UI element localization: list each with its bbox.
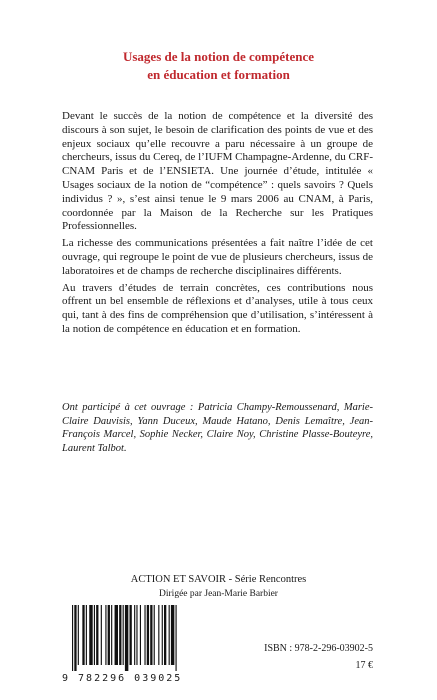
summary-paragraph-2: La richesse des communications présentées a fait naître l’idée de cet ouvrage, qui regroupe le point de vue de plusieurs chercheurs, issus de laboratoires et de champs de recherche disciplinaires différents. — [62, 237, 373, 277]
isbn-block — [264, 640, 373, 674]
series-name: ACTION ET SAVOIR - Série Rencontres — [130, 574, 307, 585]
title-line-1: Usages de la notion de compétence — [122, 49, 314, 64]
price-text: 17 € — [355, 660, 373, 671]
barcode — [62, 605, 210, 681]
barcode-number: 9 782296 039025 — [62, 673, 183, 684]
summary-text — [62, 110, 373, 340]
collection-info — [0, 573, 437, 601]
title-line-2: en éducation et formation — [147, 67, 290, 82]
contributors-list: Ont participé à cet ouvrage : Patricia Champy-Remoussenard, Marie-Claire Dauvisis, Yann Duceux, Maude Hatano, Denis Lemaître, Jean-François Marcel, Sophie Necker, Claire Noy, Christine Plasse-Bouteyre, Laurent Talbot. — [62, 402, 373, 454]
summary-paragraph-1: Devant le succès de la notion de compétence et la diversité des discours à son sujet, le besoin de clarification des points de vue et des enjeux sociaux qu’elle recouvre a paru nécessaire à un groupe de chercheurs, issus du Cereq, de l’IUFM Champagne-Ardenne, du CRF-CNAM Paris et de l’ENSIETA. Une journée d’étude, intitulée « Usages sociaux de la notion de “compétence” : quels savoirs ? Quels individus ? », s’est ainsi tenue le 9 mars 2006 au CNAM, à Paris, coordonnée par la Maison de la Recherche sur les Pratiques Professionnelles. — [62, 110, 373, 233]
series-director: Dirigée par Jean-Marie Barbier — [159, 589, 278, 599]
summary-paragraph-3: Au travers d’études de terrain concrètes, ces contributions nous offrent un bel ensemble de réflexions et d’analyses, utile à tous ceux qui, tant à des fins de compréhension que d’utilisation, s’intéressent à la notion de compétence en éducation et en formation. — [62, 281, 373, 335]
isbn-text: ISBN : 978-2-296-03902-5 — [264, 643, 373, 654]
barcode-bars — [62, 605, 210, 671]
book-title — [0, 48, 437, 84]
